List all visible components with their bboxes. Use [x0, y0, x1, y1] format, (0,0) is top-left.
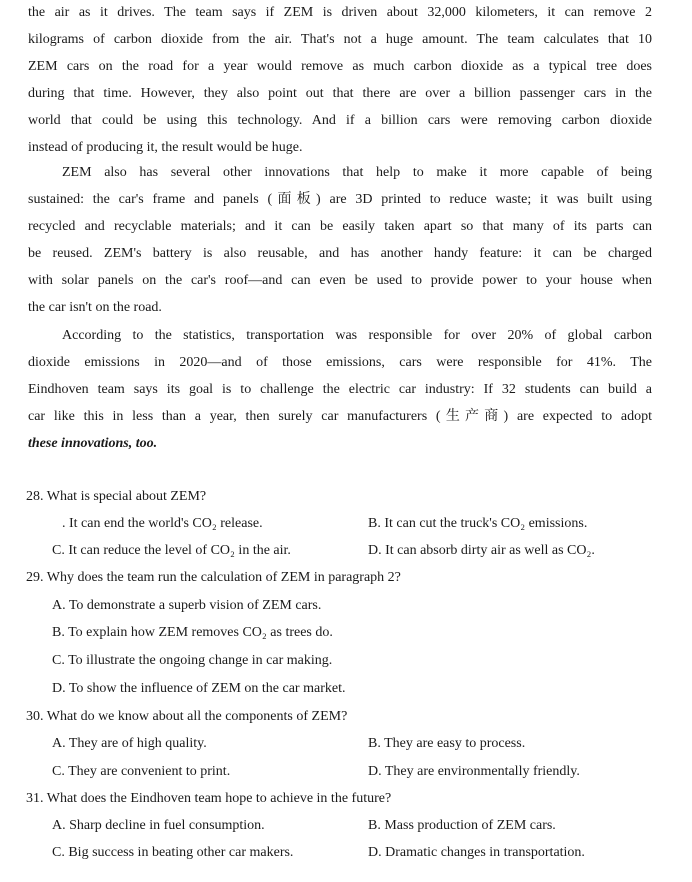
passage-line: with solar panels on the car's roof—and can even be used to provide power to your house when	[28, 273, 652, 288]
option-d[interactable]: D. To show the influence of ZEM on the car market.	[52, 681, 346, 696]
option-d[interactable]: D. It can absorb dirty air as well as CO₂.	[368, 543, 595, 558]
option-a[interactable]: A. They are of high quality.	[52, 736, 207, 751]
passage-line: According to the statistics, transportation was responsible for over 20% of global carbon	[62, 328, 652, 343]
option-b[interactable]: B. They are easy to process.	[368, 736, 526, 751]
option-c[interactable]: C. They are convenient to print.	[52, 764, 231, 779]
passage-line: kilograms of carbon dioxide from the air. That's not a huge amount. The team calculates that 10	[28, 32, 652, 47]
passage-line: the air as it drives. The team says if ZEM is driven about 32,000 kilometers, it can remove 2	[28, 5, 652, 20]
option-a[interactable]: A. To demonstrate a superb vision of ZEM cars.	[52, 598, 322, 613]
question-stem: 29. Why does the team run the calculation of ZEM in paragraph 2?	[26, 570, 401, 585]
passage-line: these innovations, too.	[28, 436, 158, 451]
option-d[interactable]: D. They are environmentally friendly.	[368, 764, 580, 779]
passage-line: ZEM cars on the road for a year would remove as much carbon dioxide as a typical tree does	[28, 59, 652, 74]
option-c[interactable]: C. It can reduce the level of CO₂ in the air.	[52, 543, 291, 558]
option-b[interactable]: B. Mass production of ZEM cars.	[368, 818, 556, 833]
option-a[interactable]: A. Sharp decline in fuel consumption.	[52, 818, 265, 833]
option-c[interactable]: C. Big success in beating other car makers.	[52, 845, 294, 860]
passage-line: dioxide emissions in 2020—and of those emissions, cars were responsible for 41%. The	[28, 355, 652, 370]
option-c[interactable]: C. To illustrate the ongoing change in car making.	[52, 653, 333, 668]
passage-line: sustained: the car's frame and panels (面板) are 3D printed to reduce waste; it was built using	[28, 192, 652, 207]
passage-line: instead of producing it, the result would be huge.	[28, 140, 303, 155]
passage-line: world that could be using this technology. And if a billion cars were removing carbon dioxide	[28, 113, 652, 128]
passage-line: Eindhoven team says its goal is to challenge the electric car industry: If 32 students can build a	[28, 382, 652, 397]
question-stem: 30. What do we know about all the components of ZEM?	[26, 709, 348, 724]
passage-line: recycled and recyclable materials; and it can be easily taken apart so that many of its parts can	[28, 219, 652, 234]
passage-line: ZEM also has several other innovations that help to make it more capable of being	[62, 165, 652, 180]
option-b[interactable]: B. To explain how ZEM removes CO₂ as trees do.	[52, 625, 333, 640]
option-d[interactable]: D. Dramatic changes in transportation.	[368, 845, 585, 860]
option-a[interactable]: . It can end the world's CO₂ release.	[62, 516, 263, 531]
passage-line: during that time. However, they also point out that there are over a billion passenger cars in the	[28, 86, 652, 101]
passage-line: car like this in less than a year, then surely car manufacturers (生产商) are expected to adopt	[28, 409, 652, 424]
option-b[interactable]: B. It can cut the truck's CO₂ emissions.	[368, 516, 588, 531]
passage-line: be reused. ZEM's battery is also reusable, and has another handy feature: it can be charged	[28, 246, 652, 261]
question-stem: 31. What does the Eindhoven team hope to achieve in the future?	[26, 791, 392, 806]
passage-line: the car isn't on the road.	[28, 300, 162, 315]
question-stem: 28. What is special about ZEM?	[26, 489, 207, 504]
